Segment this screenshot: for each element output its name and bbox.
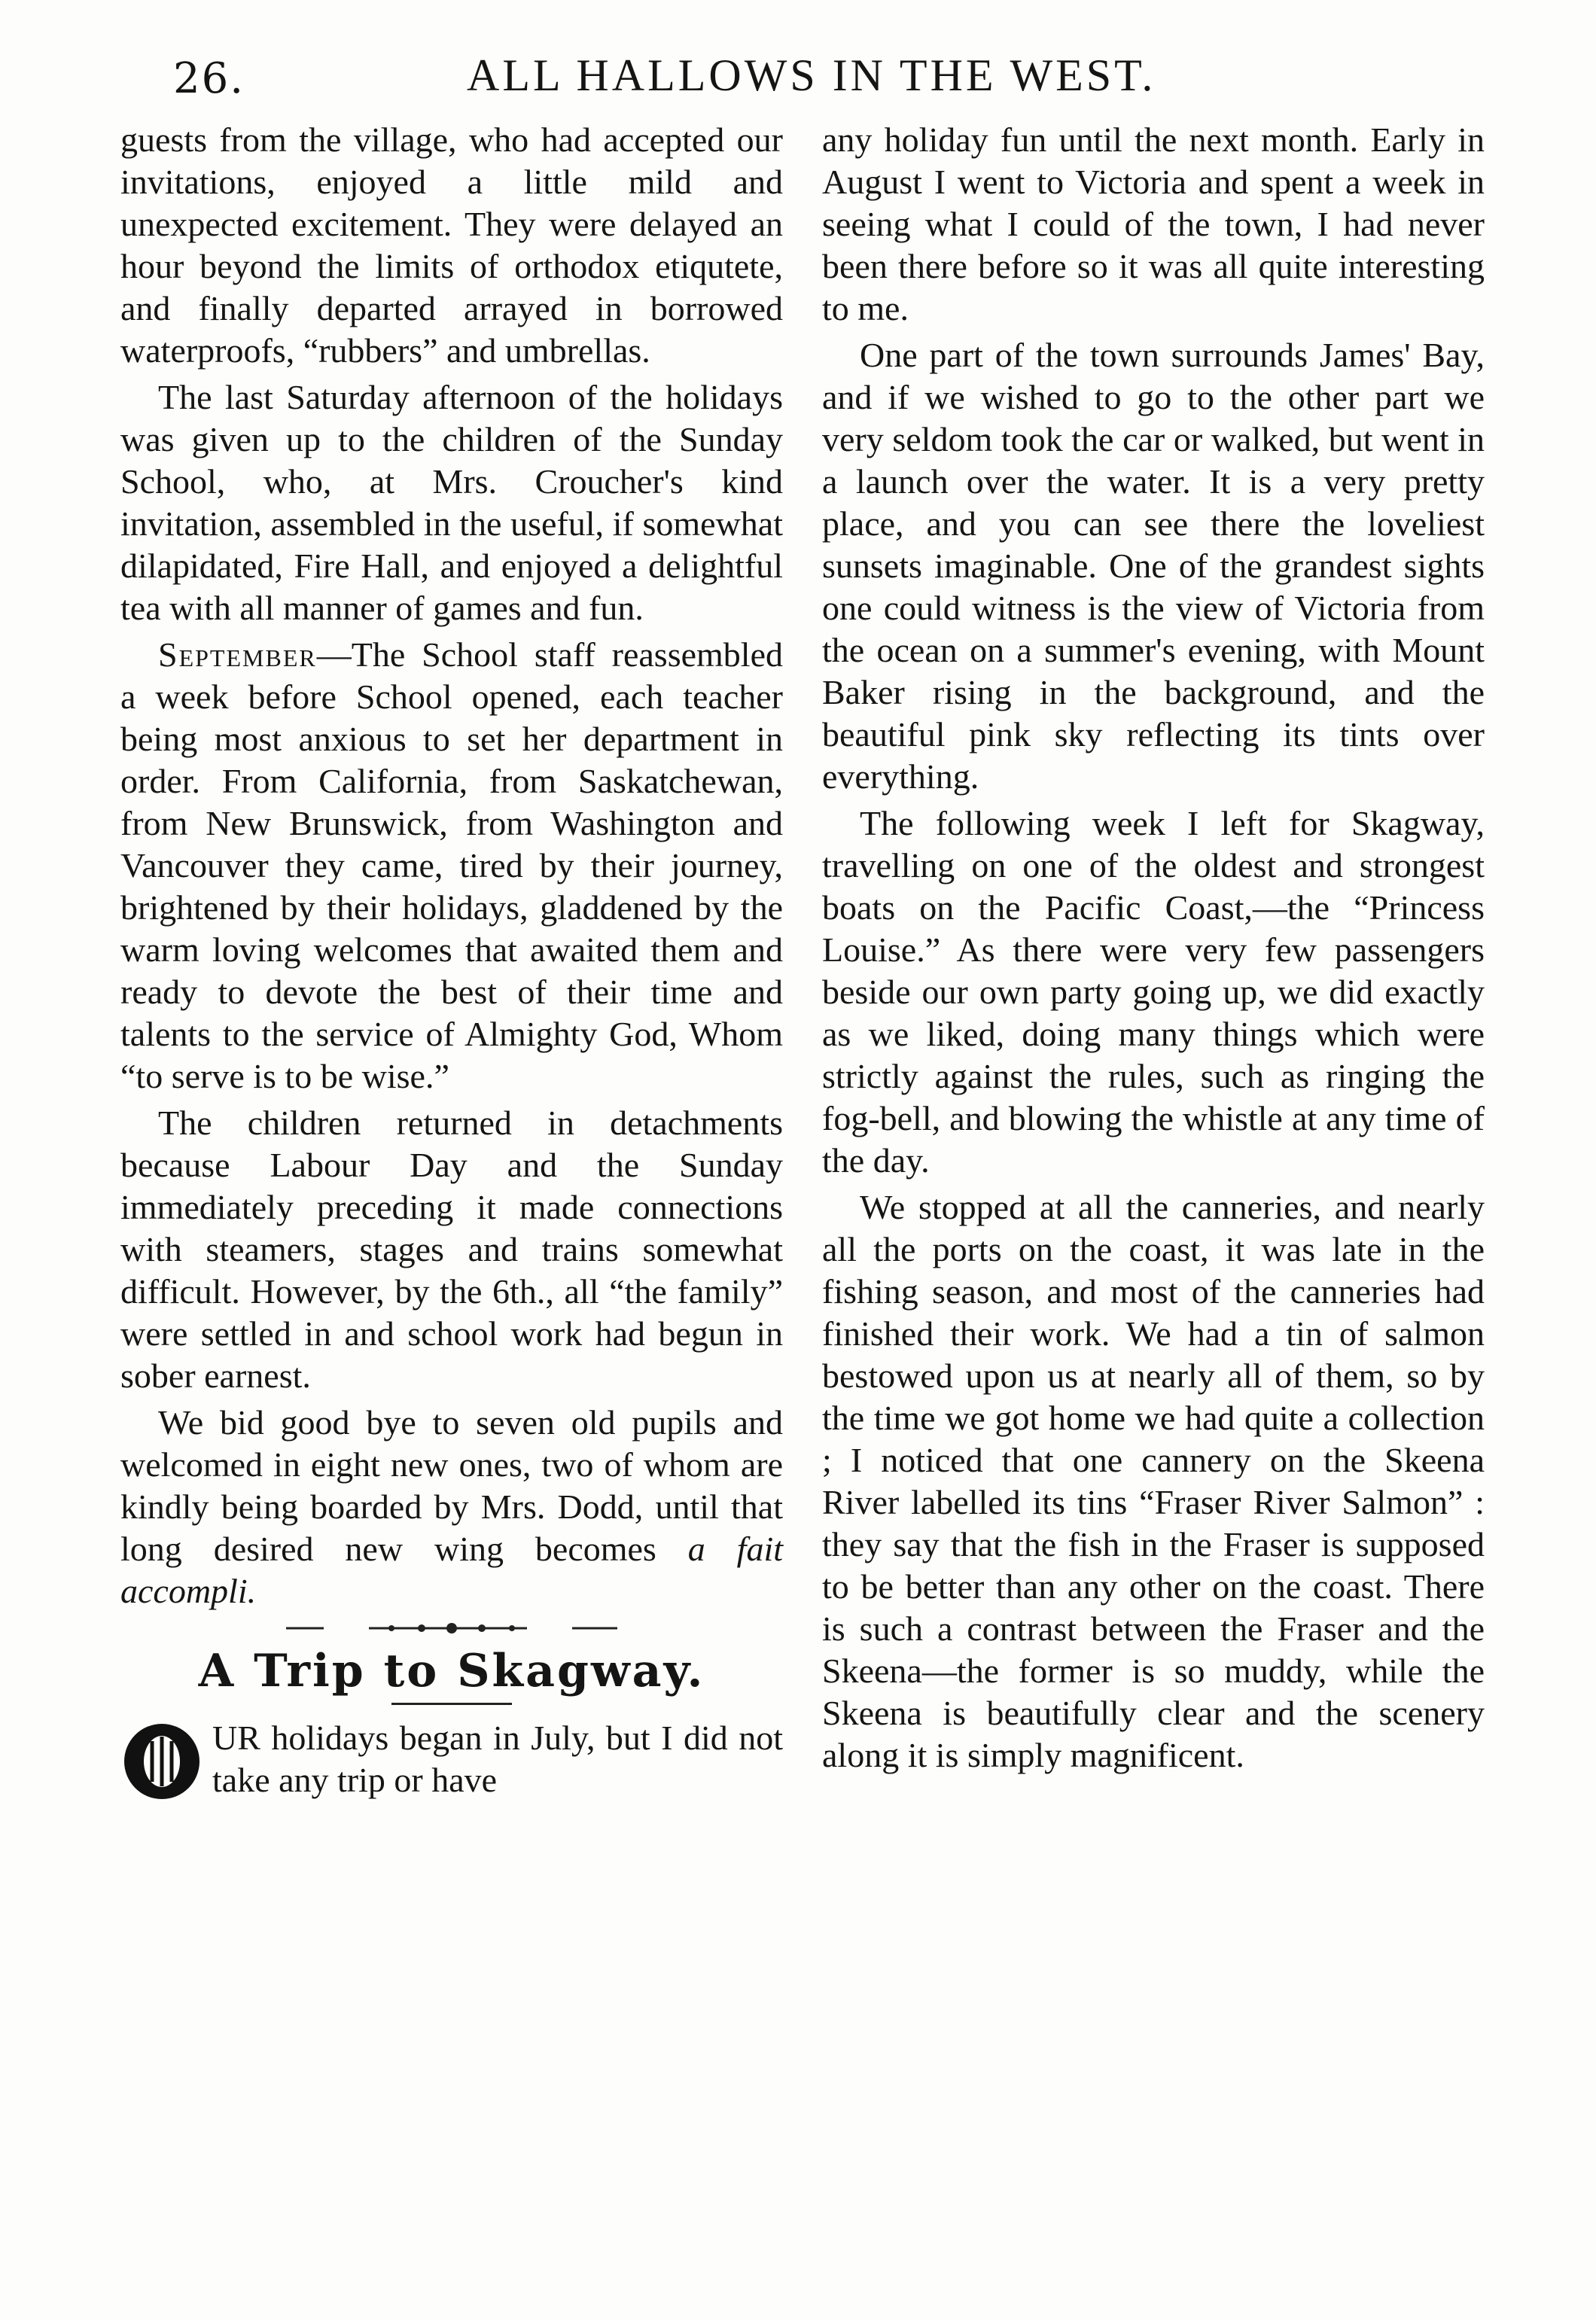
section-lead-september: September [158,635,317,674]
left-paragraph-6-text: UR holidays began in July, but I did not take any trip or have [212,1719,783,1799]
right-paragraph-1: any holiday fun until the next month. Early in August I went to Victoria and spent a week in seeing what I could of the town, I had never been there before so it was all quite interesting to me. [822,120,1485,327]
left-paragraph-3-text: —The School staff reassembled a week before School opened, each teacher being most anxious to set her department in order. From California, from Saskatchewan, from New Brunswick, from Washington and Vancouver they came, tired by their journey, brightened by their holidays, gladdened by the warm loving welcomes that awaited them and ready to devote the best of their time and talents to the service of Almighty God, Whom “to serve is to be wise.” [120,635,783,1095]
article-title: A Trip to Skagway. [198,1645,705,1697]
left-paragraph-4: The children returned in detachments because Labour Day and the Sunday immediately preceding it made connections with steamers, stages and trains somewhat difficult. However, by the 6th., all “the family” were settled in and school work had begun in sober earnest. [120,1104,783,1395]
running-title: ALL HALLOWS IN THE WEST. [467,50,1156,100]
dropcap-o-icon [120,1720,203,1803]
left-paragraph-6 [120,1717,783,1801]
left-paragraph-1: guests from the village, who had accepted our invitations, enjoyed a little mild and unexpected excitement. They were delayed an hour beyond the limits of orthodox etiqutete, and finally departed arrayed in borrowed waterproofs, “rubbers” and umbrellas. [120,120,783,370]
right-paragraph-3: The following week I left for Skagway, travelling on one of the oldest and strongest boats on the Pacific Coast,—the “Princess Louise.” As there were very few passengers beside our own party going up, we did exactly as we liked, doing many things which were strictly against the rules, such as ringing the fog-bell, and blowing the whistle at any time of the day. [822,804,1485,1180]
right-paragraph-2: One part of the town surrounds James' Bay, and if we wished to go to the other part we very seldom took the car or walked, but went in a launch over the water. It is a very pretty place, and you can see there the loveliest sunsets imaginable. One of the grandest sights one could witness is the view of Victoria from the ocean on a summer's evening, with Mount Baker rising in the background, and the beautiful pink sky reflecting its tints over everything. [822,336,1485,796]
fait-accompli-italic: a fait accompli. [120,1530,784,1610]
left-paragraph-5 [120,1402,783,1612]
right-column [822,119,1485,1777]
left-column [120,119,783,1803]
section-ornament [120,1617,783,1640]
page-header [120,47,1498,114]
left-paragraph-5-text: We bid good bye to seven old pupils and welcomed in eight new ones, two of whom are kindly being boarded by Mrs. Dodd, until that long desired new wing becomes [120,1403,783,1568]
left-paragraph-3 [120,634,783,1098]
page-number: 26. [173,54,245,103]
title-rule [391,1703,512,1705]
right-paragraph-4: We stopped at all the canneries, and nearly all the ports on the coast, it was late in the fishing season, and most of the canneries had finished their work. We had a tin of salmon bestowed upon us at nearly all of them, so by the time we got home we had quite a collection ; I noticed that one cannery on the Skeena River labelled its tins “Fraser River Salmon” : they say that the fish in the Fraser is supposed to be better than any other on the coast. There is such a contrast between the Fraser and the Skeena—the former is so muddy, while the Skeena is beautifully clear and the scenery along it is simply magnificent. [822,1188,1485,1774]
left-paragraph-2: The last Saturday afternoon of the holidays was given up to the children of the Sunday School, who, at Mrs. Croucher's kind invitation, assembled in the useful, if somewhat dilapidated, Fire Hall, and enjoyed a delightful tea with all manner of games and fun. [120,378,783,627]
